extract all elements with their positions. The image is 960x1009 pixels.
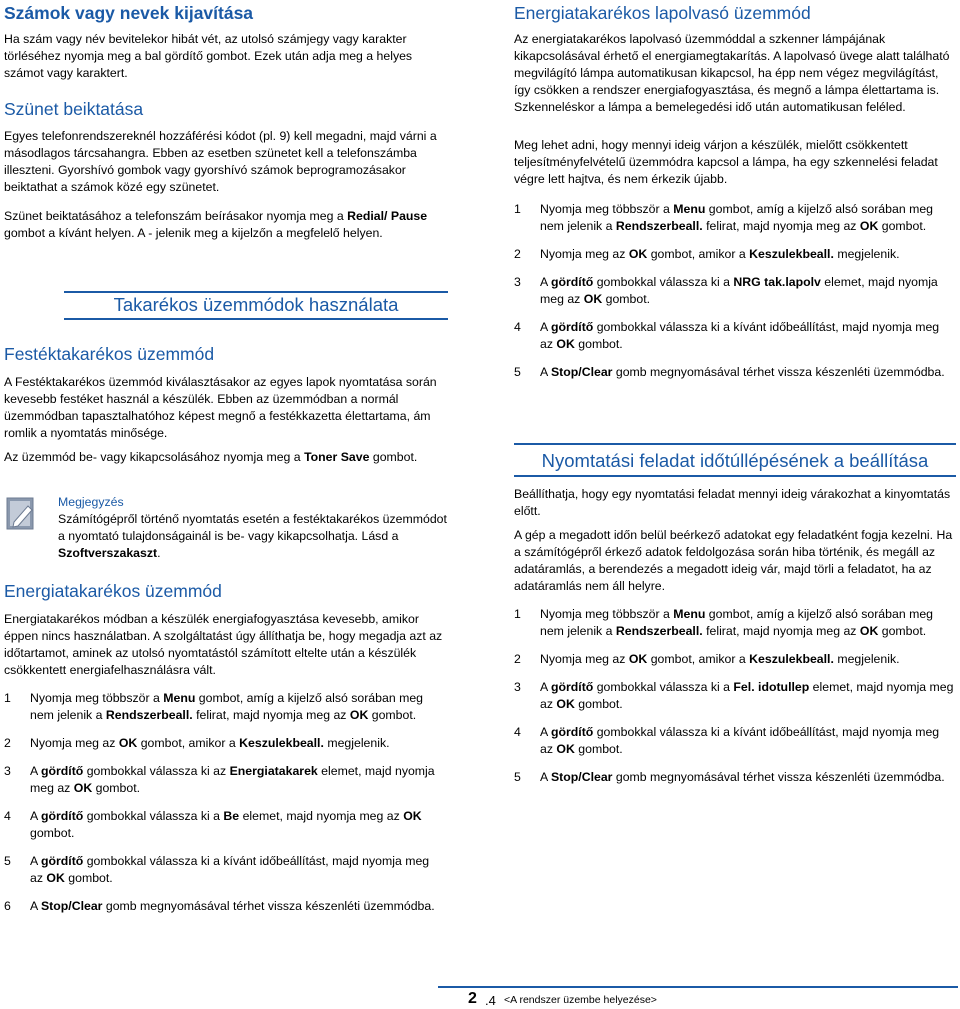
energy-steps-list <box>4 690 444 926</box>
step-keyword: Menu <box>673 607 706 621</box>
step-text: gombot. <box>602 292 651 306</box>
step-number: 3 <box>514 275 521 289</box>
step-keyword: Menu <box>673 202 706 216</box>
step-keyword: OK <box>628 247 648 261</box>
paragraph-job-1: Beállíthatja, hogy egy nyomtatási feladat mennyi ideig várakozhat a kinyomtatás előtt. <box>514 487 951 518</box>
step-keyword: Rendszerbeall. <box>615 219 703 233</box>
step-number: 2 <box>514 652 521 666</box>
step-keyword: gördítő <box>40 809 84 823</box>
step-keyword: Be <box>223 809 240 823</box>
heading-fix-numbers: Számok vagy nevek kijavítása <box>4 3 254 23</box>
paragraph-energy: Energiatakarékos módban a készülék energiafogyasztása kevesebb, amikor éppen nincs használatban. A szolgáltatást úgy állíthatja be, hogy megadja azt az időtartamot, aminek az utolsó nyomtatástól számított eltelte után a készülék csökkentett energiafelhasználásra vált. <box>4 612 443 677</box>
step-keyword: gördítő <box>40 854 84 868</box>
step-keyword: OK <box>556 697 575 711</box>
page-number-major: 2 <box>468 990 477 1007</box>
step-item <box>4 690 444 724</box>
step-text: gomb megnyomásával térhet vissza készenléti üzemmódba. <box>102 899 435 913</box>
paragraph-toner-1: A Festéktakarékos üzemmód kiválasztásakor az egyes lapok nyomtatása során kevesebb festéket használ a készülék. Ebben az üzemmódban a normál üzemmódban tapasztalhatóhoz képest megnő a festékkazetta élettartama, ám romlik a nyomtatás minősége. <box>4 375 437 440</box>
section-overline-job <box>514 443 956 445</box>
step-text: megjelenik. <box>833 247 900 261</box>
page-number-minor: .4 <box>485 993 496 1008</box>
step-text: A <box>540 725 551 739</box>
section-title-job <box>514 449 956 473</box>
paragraph-toner-2 <box>4 449 444 466</box>
job-steps-list <box>514 606 954 797</box>
step-text: elemet, majd nyomja meg az <box>540 680 954 711</box>
step-text: gombot. <box>64 871 113 885</box>
step-keyword: OK <box>556 337 575 351</box>
step-text: A <box>540 770 551 784</box>
scan-steps-list <box>514 201 954 392</box>
heading-scan-save: Energiatakarékos lapolvasó üzemmód <box>514 3 811 23</box>
step-text: gombot. <box>574 337 623 351</box>
step-text: Nyomja meg az <box>30 736 119 750</box>
pause-text-c: gombot a kívánt helyen. A - jelenik meg a kijelzőn a megfelelő helyen. <box>4 226 383 240</box>
step-text: gombokkal válassza ki a <box>593 275 734 289</box>
step-text: elemet, majd nyomja meg az <box>239 809 404 823</box>
step-keyword: OK <box>628 652 648 666</box>
step-number: 2 <box>4 736 11 750</box>
step-keyword: OK <box>583 292 603 306</box>
heading-energy-save: Energiatakarékos üzemmód <box>4 581 222 601</box>
paragraph-pause-1: Egyes telefonrendszereknél hozzáférési kódot (pl. 9) kell megadni, majd várni a másodlagos tárcsahangra. Ebben az esetben szünetet kell a telefonszámba illeszteni. Gyorshívó gombok vagy gyorshívó számok beprogramozásakor beiktathat a számok közé egy szünetet. <box>4 129 437 194</box>
step-text: felirat, majd nyomja meg az <box>702 624 860 638</box>
step-number: 4 <box>514 320 521 334</box>
step-number: 5 <box>514 365 521 379</box>
section-title-job-text: Nyomtatási feladat időtúllépésének a beállítása <box>541 450 929 471</box>
paragraph-scan-2: Meg lehet adni, hogy mennyi ideig várjon a készülék, mielőtt csökkentett teljesítményfelvételű üzemmódra kapcsol a lámpa, ha egy szkennelési feladat végre lett hajtva, és nem érkezik újabb. <box>514 138 938 186</box>
toner-save-key: Toner Save <box>304 450 370 464</box>
step-keyword: OK <box>556 742 575 756</box>
step-number: 2 <box>514 247 521 261</box>
step-item <box>514 606 954 640</box>
paragraph-scan-1: Az energiatakarékos lapolvasó üzemmóddal a szkenner lámpájának kikapcsolásával érhető el energiamegtakarítás. A lapolvasó üvege alatt található megvilágító lámpa automatikusan kikapcsol, ha épp nem végez megvilágítást, így csökken a rendszer energiafogyasztása, és megnő a lámpa élettartama is. Szkenneléskor a lámpa a bemelegedési idő után automatikusan feléled. <box>514 32 950 114</box>
paragraph-pause-2 <box>4 208 444 242</box>
step-text: gombokkal válassza ki a kívánt időbeállítást, majd nyomja meg az <box>540 725 940 756</box>
step-text: Nyomja meg az <box>540 247 629 261</box>
step-text: A <box>30 809 41 823</box>
step-text: felirat, majd nyomja meg az <box>702 219 860 233</box>
step-number: 4 <box>4 809 11 823</box>
step-keyword: Rendszerbeall. <box>615 624 703 638</box>
note-pencil-icon <box>6 497 38 531</box>
section-title-savings <box>64 291 448 317</box>
step-text: Nyomja meg többször a <box>540 607 674 621</box>
step-text: elemet, majd nyomja meg az <box>540 275 938 306</box>
step-text: gombokkal válassza ki az <box>83 764 230 778</box>
step-keyword: OK <box>349 708 369 722</box>
step-keyword: Menu <box>163 691 196 705</box>
step-text: gombokkal válassza ki a <box>593 680 734 694</box>
step-number: 3 <box>514 680 521 694</box>
toner-text-c: gombot. <box>369 450 418 464</box>
step-text: gomb megnyomásával térhet vissza készenléti üzemmódba. <box>612 770 945 784</box>
step-keyword: OK <box>403 809 422 823</box>
note-text-c: . <box>157 546 161 560</box>
step-item <box>514 679 954 713</box>
step-text: gombot, amikor a <box>647 247 750 261</box>
step-item <box>4 853 444 887</box>
step-text: felirat, majd nyomja meg az <box>192 708 350 722</box>
step-item <box>514 246 954 263</box>
step-item <box>514 651 954 668</box>
step-text: elemet, majd nyomja meg az <box>30 764 435 795</box>
step-text: gombokkal válassza ki a kívánt időbeállítást, majd nyomja meg az <box>30 854 430 885</box>
step-number: 5 <box>4 854 11 868</box>
step-keyword: OK <box>859 219 879 233</box>
step-text: A <box>30 764 41 778</box>
heading-pause: Szünet beiktatása <box>4 99 144 119</box>
step-item <box>514 724 954 758</box>
step-text: gombot. <box>30 826 75 840</box>
section-underline-savings <box>64 318 448 320</box>
text-fix-numbers: Ha szám vagy név bevitelekor hibát vét, az utolsó számjegy vagy karakter törléséhez nyomja meg a bal gördítő gombot. Ezek után adja meg a helyes számot vagy karaktert. <box>4 32 413 80</box>
step-text: gombokkal válassza ki a <box>83 809 224 823</box>
pause-text-a: Szünet beiktatásához a telefonszám beírásakor nyomja meg a <box>4 209 348 223</box>
step-keyword: Rendszerbeall. <box>105 708 193 722</box>
step-text: Nyomja meg többször a <box>540 202 674 216</box>
redial-pause-key: Redial/ Pause <box>347 209 428 223</box>
step-text: A <box>30 854 41 868</box>
step-text: gombot. <box>368 708 417 722</box>
step-number: 1 <box>514 202 521 216</box>
footer-chapter-title: <A rendszer üzembe helyezése> <box>504 994 657 1006</box>
step-text: gombot, amíg a kijelző alsó sorában meg nem jelenik a <box>30 691 424 722</box>
step-text: gombot, amikor a <box>647 652 750 666</box>
step-text: megjelenik. <box>833 652 900 666</box>
step-keyword: Stop/Clear <box>40 899 103 913</box>
step-text: gombot. <box>92 781 141 795</box>
note-title: Megjegyzés <box>58 495 124 509</box>
step-item <box>514 364 954 381</box>
paragraph-fix-numbers <box>4 31 444 82</box>
step-item <box>4 898 444 915</box>
note-text <box>58 511 448 562</box>
step-text: gombokkal válassza ki a kívánt időbeállítást, majd nyomja meg az <box>540 320 940 351</box>
step-number: 5 <box>514 770 521 784</box>
step-keyword: NRG tak.lapolv <box>733 275 821 289</box>
step-text: A <box>540 320 551 334</box>
step-item <box>514 274 954 308</box>
step-text: gombot, amíg a kijelző alsó sorában meg nem jelenik a <box>540 607 934 638</box>
step-keyword: OK <box>73 781 93 795</box>
step-item <box>514 319 954 353</box>
step-item <box>514 201 954 235</box>
step-keyword: Fel. idotullep <box>733 680 810 694</box>
step-item <box>514 769 954 786</box>
step-text: A <box>540 275 551 289</box>
step-text: A <box>540 365 551 379</box>
step-number: 6 <box>4 899 11 913</box>
step-text: gombot. <box>878 624 927 638</box>
step-keyword: Stop/Clear <box>550 365 613 379</box>
step-text: gombot. <box>878 219 927 233</box>
step-keyword: gördítő <box>550 320 594 334</box>
step-keyword: OK <box>859 624 879 638</box>
step-item <box>4 808 444 842</box>
step-keyword: gördítő <box>550 725 594 739</box>
page-footer <box>438 986 958 1006</box>
note-text-a: Számítógépről történő nyomtatás esetén a festéktakarékos üzemmódot a nyomtató tulajdonságainál is be- vagy kikapcsolhatja. Lásd a <box>58 512 447 543</box>
step-text: megjelenik. <box>323 736 390 750</box>
step-text: gombot, amikor a <box>137 736 240 750</box>
step-keyword: Keszulekbeall. <box>749 652 834 666</box>
step-number: 1 <box>514 607 521 621</box>
step-keyword: Energiatakarek <box>229 764 318 778</box>
section-title-savings-text: Takarékos üzemmódok használata <box>113 294 399 315</box>
step-item <box>4 735 444 752</box>
step-keyword: Keszulekbeall. <box>749 247 834 261</box>
paragraph-job-2: A gép a megadott időn belül beérkező adatokat egy feladatként fogja kezelni. Ha a számítógépről érkező adatok feldolgozása során hiba történik, és megáll az adatáramlás, a berendezés a megadott ideig vár, majd törli a feladatot, ha az adatáramlás nem áll helyre. <box>514 528 953 593</box>
step-text: A <box>540 680 551 694</box>
step-text: Nyomja meg többször a <box>30 691 164 705</box>
step-text: gombot, amíg a kijelző alsó sorában meg nem jelenik a <box>540 202 934 233</box>
step-keyword: OK <box>118 736 138 750</box>
step-keyword: OK <box>46 871 65 885</box>
step-text: gombot. <box>574 697 623 711</box>
step-number: 4 <box>514 725 521 739</box>
step-text: gombot. <box>574 742 623 756</box>
step-keyword: gördítő <box>40 764 84 778</box>
section-underline-job <box>514 475 956 477</box>
step-text: Nyomja meg az <box>540 652 629 666</box>
step-item <box>4 763 444 797</box>
step-keyword: gördítő <box>550 680 594 694</box>
step-keyword: Keszulekbeall. <box>239 736 324 750</box>
step-text: A <box>30 899 41 913</box>
step-keyword: Stop/Clear <box>550 770 613 784</box>
step-text: gomb megnyomásával térhet vissza készenléti üzemmódba. <box>612 365 945 379</box>
step-keyword: gördítő <box>550 275 594 289</box>
note-software-link[interactable]: Szoftverszakaszt <box>58 546 158 560</box>
toner-text-a: Az üzemmód be- vagy kikapcsolásához nyomja meg a <box>4 450 305 464</box>
step-number: 3 <box>4 764 11 778</box>
step-number: 1 <box>4 691 11 705</box>
heading-toner-save: Festéktakarékos üzemmód <box>4 344 215 364</box>
